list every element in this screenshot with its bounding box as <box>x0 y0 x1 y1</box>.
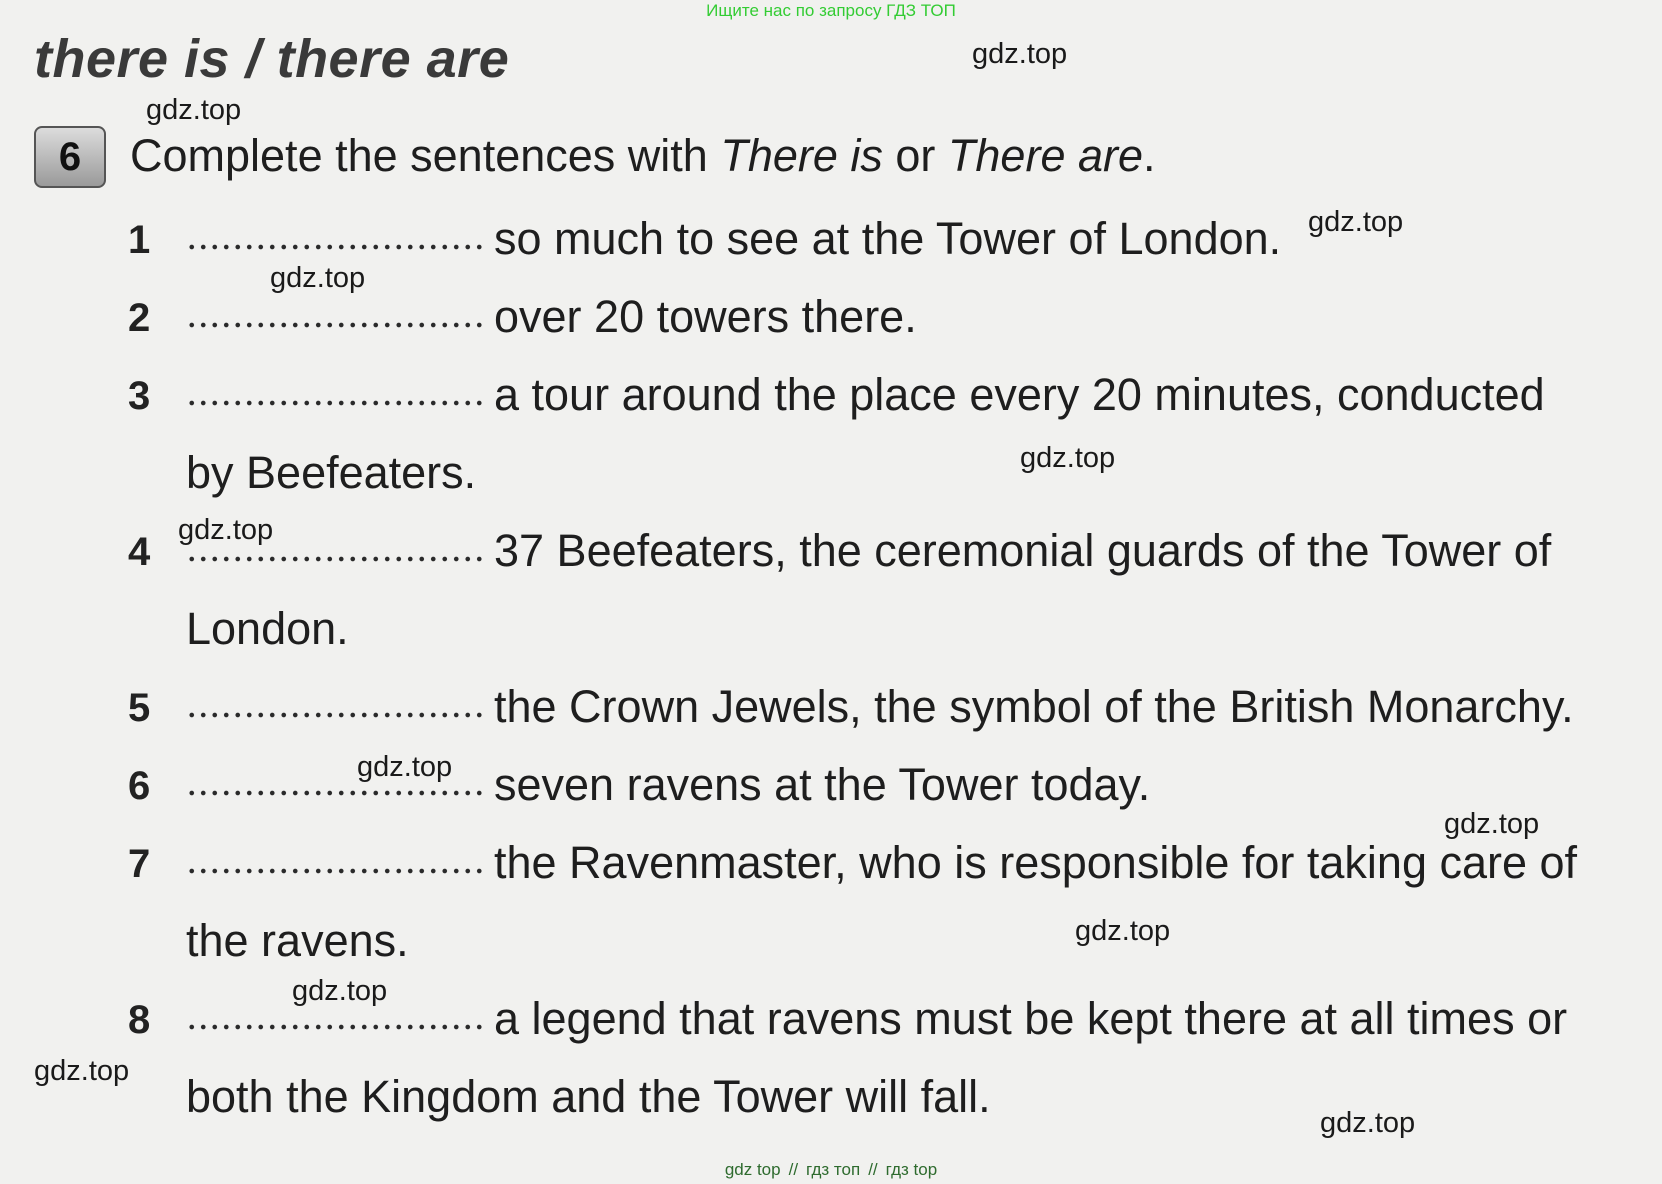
option-there-is: There is <box>720 130 883 181</box>
instruction-text: Complete the sentences with <box>130 130 721 181</box>
option-there-are: There are <box>947 130 1144 181</box>
item-number: 4 <box>128 530 151 574</box>
answer-blank[interactable] <box>186 242 486 252</box>
watermark: gdz.top <box>1020 442 1116 474</box>
section-title: there is / there are <box>34 29 510 89</box>
exercise-instruction <box>130 130 1156 182</box>
exercise-number-badge: 6 <box>34 126 106 188</box>
instruction-end: . <box>1143 130 1156 181</box>
footer-link-gdz-top[interactable]: gdz top <box>724 1160 781 1179</box>
watermark: gdz.top <box>270 262 366 294</box>
footer-separator: // <box>788 1160 799 1179</box>
item-text-continuation: both the Kingdom and the Tower will fall. <box>186 1071 991 1122</box>
watermark: gdz.top <box>972 38 1068 70</box>
watermark: gdz.top <box>1320 1107 1416 1139</box>
answer-blank[interactable] <box>186 320 486 330</box>
watermark: gdz.top <box>1444 808 1540 840</box>
item-text: 37 Beefeaters, the ceremonial guards of the Tower of <box>494 525 1552 576</box>
watermark: gdz.top <box>357 751 453 783</box>
header-note: Ищите нас по запросу ГДЗ ТОП <box>706 1 956 20</box>
item-text-continuation: by Beefeaters. <box>186 447 477 498</box>
item-text: a tour around the place every 20 minutes, conducted <box>494 369 1545 420</box>
item-number: 1 <box>128 218 151 262</box>
footer-link-gdz-top-mixed[interactable]: гдз top <box>885 1160 938 1179</box>
answer-blank[interactable] <box>186 710 486 720</box>
item-text-continuation: London. <box>186 603 349 654</box>
item-text: seven ravens at the Tower today. <box>494 759 1151 810</box>
answer-blank[interactable] <box>186 788 486 798</box>
item-text: the Crown Jewels, the symbol of the British Monarchy. <box>494 681 1574 732</box>
watermark: gdz.top <box>34 1055 130 1087</box>
item-text: the Ravenmaster, who is responsible for taking care of <box>494 837 1578 888</box>
answer-blank[interactable] <box>186 866 486 876</box>
watermark: gdz.top <box>178 514 274 546</box>
footer-links <box>0 1160 1662 1180</box>
item-number: 7 <box>128 842 151 886</box>
answer-blank[interactable] <box>186 554 486 564</box>
watermark: gdz.top <box>1075 915 1171 947</box>
item-number: 5 <box>128 686 151 730</box>
item-text: a legend that ravens must be kept there at all times or <box>494 993 1568 1044</box>
watermark: gdz.top <box>1308 206 1404 238</box>
instruction-or: or <box>882 130 948 181</box>
watermark: gdz.top <box>146 94 242 126</box>
item-number: 8 <box>128 998 151 1042</box>
footer-link-gdz-top-ru[interactable]: гдз топ <box>806 1160 861 1179</box>
item-text: so much to see at the Tower of London. <box>494 213 1282 264</box>
answer-blank[interactable] <box>186 1022 486 1032</box>
answer-blank[interactable] <box>186 398 486 408</box>
item-number: 6 <box>128 764 151 808</box>
watermark: gdz.top <box>292 975 388 1007</box>
item-number: 2 <box>128 296 151 340</box>
item-text-continuation: the ravens. <box>186 915 409 966</box>
footer-separator: // <box>868 1160 878 1179</box>
item-text: over 20 towers there. <box>494 291 917 342</box>
item-number: 3 <box>128 374 151 418</box>
